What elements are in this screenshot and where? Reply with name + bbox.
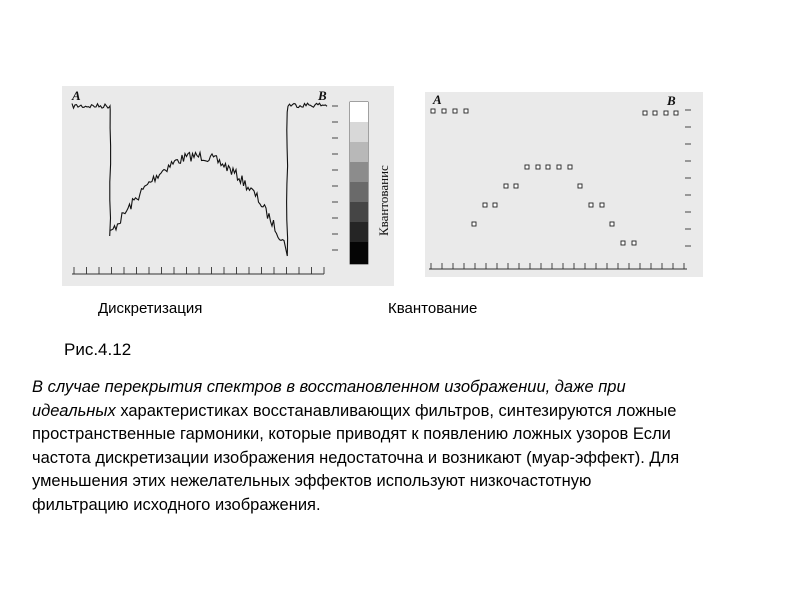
quantized-sample-marker <box>578 184 582 188</box>
point-a-label: A <box>433 92 442 107</box>
body-paragraph <box>32 376 800 517</box>
right-panel-right-ticks <box>685 110 691 246</box>
sampling-plot <box>62 86 394 286</box>
italic-text-run: идеальных <box>32 401 116 420</box>
point-b-label: B <box>667 93 676 108</box>
quantization-scale <box>350 102 368 264</box>
quantized-sample-marker <box>472 222 476 226</box>
quantized-sample-marker <box>621 241 625 245</box>
paragraph-line <box>32 423 800 447</box>
quantized-sample-marker <box>546 165 550 169</box>
sampling-figure <box>62 86 394 286</box>
paragraph-line <box>32 376 800 400</box>
figure-caption: Рис.4.12 <box>64 340 132 359</box>
quantized-sample-marker <box>600 203 604 207</box>
quantized-sample-marker <box>610 222 614 226</box>
quantized-sample-marker <box>483 203 487 207</box>
quantized-sample-marker <box>464 109 468 113</box>
quantized-sample-marker <box>653 111 657 115</box>
quantization-label: Квантование <box>388 300 478 317</box>
text-run: фильтрацию исходного изображения. <box>32 495 321 514</box>
text-run: уменьшения этих нежелательных эффектов используют низкочастотную <box>32 472 592 490</box>
quantized-sample-marker <box>557 165 561 169</box>
quantized-sample-marker <box>664 111 668 115</box>
left-panel-bottom-axis <box>72 267 324 274</box>
quantized-sample-marker <box>442 109 446 113</box>
right-panel-bottom-axis <box>429 263 687 269</box>
quantized-sample-marker <box>643 111 647 115</box>
quantized-sample-marker <box>632 241 636 245</box>
point-a-label: A <box>72 88 81 103</box>
quantization-figure <box>425 92 703 277</box>
paragraph-line <box>32 470 800 494</box>
quantized-sample-marker <box>504 184 508 188</box>
quantized-sample-marker <box>514 184 518 188</box>
text-run: частота дискретизации изображения недостаточна и возникают (муар-эффект). Для <box>32 448 680 467</box>
signal-curve <box>72 103 327 256</box>
paragraph-line <box>32 447 800 471</box>
text-run: характеристиках восстанавливающих фильтров, синтезируются ложные <box>115 401 677 420</box>
paragraph-line <box>32 494 800 518</box>
text-run: пространственные гармоники, которые приводят к появлению ложных узоров Если <box>32 425 671 443</box>
quantized-sample-marker <box>525 165 529 169</box>
quantization-plot <box>425 92 703 277</box>
quantized-sample-marker <box>431 109 435 113</box>
quantized-sample-marker <box>493 203 497 207</box>
quantization-scale-label: Квантованис <box>376 165 391 236</box>
point-b-label: B <box>318 88 327 103</box>
paragraph-line <box>32 400 800 424</box>
italic-text-run: В случае перекрытия спектров в восстановленном изображении, даже при <box>32 378 626 396</box>
sampling-label: Дискретизация <box>98 300 203 317</box>
quantized-samples <box>431 109 678 245</box>
quantized-sample-marker <box>536 165 540 169</box>
quantized-sample-marker <box>568 165 572 169</box>
quantized-sample-marker <box>453 109 457 113</box>
left-panel-right-ticks <box>332 106 338 250</box>
quantized-sample-marker <box>589 203 593 207</box>
quantized-sample-marker <box>674 111 678 115</box>
